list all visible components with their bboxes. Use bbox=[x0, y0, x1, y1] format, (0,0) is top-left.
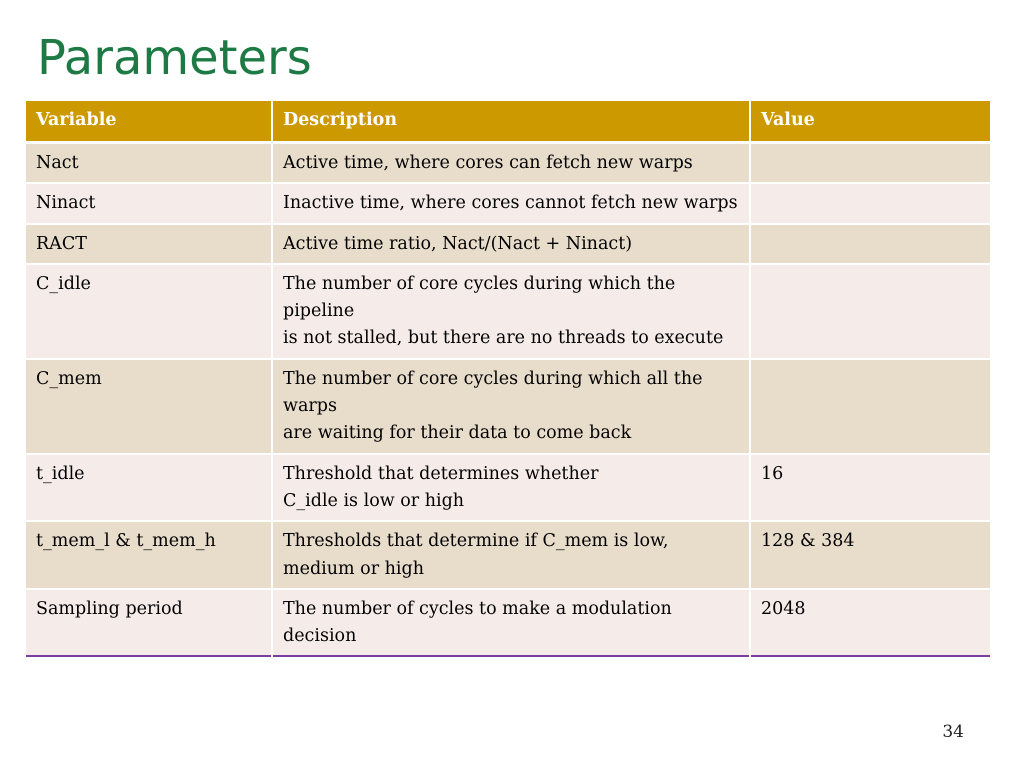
description-line: The number of core cycles during which the pipeline bbox=[283, 273, 676, 322]
cell-variable: t_mem_l & t_mem_h bbox=[26, 521, 272, 589]
table-row bbox=[26, 521, 990, 589]
cell-variable: Nact bbox=[26, 143, 272, 184]
description-line: Inactive time, where cores cannot fetch new warps bbox=[283, 193, 738, 214]
cell-value: 2048 bbox=[750, 589, 990, 657]
table-row bbox=[26, 589, 990, 657]
parameters-table bbox=[26, 101, 990, 657]
cell-variable: Sampling period bbox=[26, 589, 272, 657]
header-description: Description bbox=[272, 101, 750, 143]
cell-description bbox=[272, 224, 750, 264]
cell-description bbox=[272, 264, 750, 359]
cell-description bbox=[272, 589, 750, 657]
description-line: is not stalled, but there are no threads to execute bbox=[283, 328, 724, 349]
description-line: The number of core cycles during which all the warps bbox=[283, 368, 703, 417]
cell-variable: RACT bbox=[26, 224, 272, 264]
table-row bbox=[26, 359, 990, 454]
cell-description bbox=[272, 454, 750, 522]
cell-description bbox=[272, 359, 750, 454]
description-line: C_idle is low or high bbox=[283, 490, 465, 511]
cell-value: 128 & 384 bbox=[750, 521, 990, 589]
table-row bbox=[26, 143, 990, 184]
description-line: are waiting for their data to come back bbox=[283, 423, 632, 444]
cell-variable: Ninact bbox=[26, 183, 272, 223]
header-variable: Variable bbox=[26, 101, 272, 143]
cell-value: 16 bbox=[750, 454, 990, 522]
table-row bbox=[26, 264, 990, 359]
cell-description bbox=[272, 183, 750, 223]
cell-value bbox=[750, 264, 990, 359]
cell-value bbox=[750, 143, 990, 184]
cell-value bbox=[750, 183, 990, 223]
table-row bbox=[26, 454, 990, 522]
cell-description bbox=[272, 521, 750, 589]
description-line: Thresholds that determine if C_mem is low, medium or high bbox=[283, 531, 669, 579]
cell-description bbox=[272, 143, 750, 184]
cell-value bbox=[750, 359, 990, 454]
description-line: Active time ratio, Nact/(Nact + Ninact) bbox=[283, 233, 633, 254]
description-line: The number of cycles to make a modulation decision bbox=[283, 598, 672, 647]
header-value: Value bbox=[750, 101, 990, 143]
description-line: Threshold that determines whether bbox=[283, 463, 599, 484]
table-row bbox=[26, 183, 990, 223]
slide-title: Parameters bbox=[37, 30, 312, 86]
cell-variable: t_idle bbox=[26, 454, 272, 522]
cell-variable: C_mem bbox=[26, 359, 272, 454]
cell-value bbox=[750, 224, 990, 264]
cell-variable: C_idle bbox=[26, 264, 272, 359]
description-line: Active time, where cores can fetch new warps bbox=[283, 153, 693, 173]
table-header-row bbox=[26, 101, 990, 143]
slide-number: 34 bbox=[942, 722, 964, 742]
table-row bbox=[26, 224, 990, 264]
